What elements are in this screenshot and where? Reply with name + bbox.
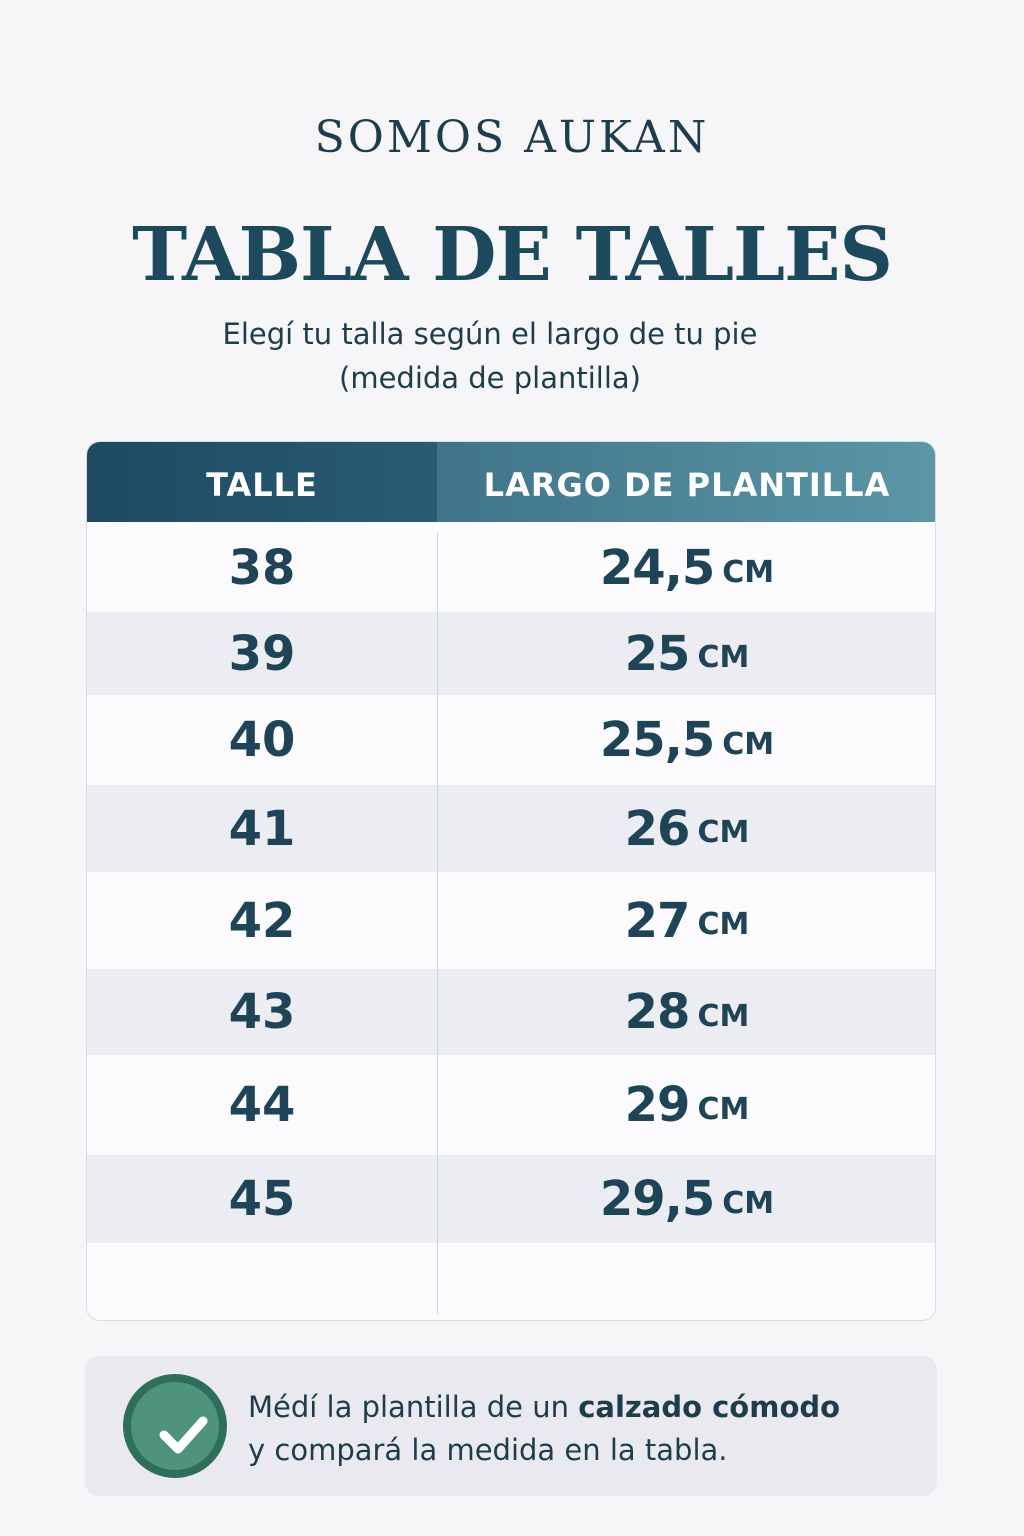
tip-text bbox=[248, 1386, 908, 1472]
largo-value: 28 bbox=[624, 984, 690, 1040]
page-subtitle bbox=[180, 312, 800, 400]
largo-unit: CM bbox=[722, 1185, 775, 1221]
cell-largo bbox=[437, 612, 936, 695]
table-row bbox=[87, 969, 936, 1055]
tip-text-bold: calzado cómodo bbox=[578, 1390, 841, 1424]
brand-name: SOMOS AUKAN bbox=[314, 112, 710, 163]
cell-largo bbox=[437, 524, 936, 612]
largo-unit: CM bbox=[697, 998, 750, 1034]
header-talle: TALLE bbox=[87, 442, 437, 522]
largo-value: 27 bbox=[624, 892, 690, 949]
largo-value: 25 bbox=[624, 625, 690, 682]
cell-talle: 41 bbox=[228, 800, 296, 857]
largo-value: 25,5 bbox=[599, 712, 715, 768]
cell-talle: 40 bbox=[228, 712, 296, 768]
cell-largo bbox=[437, 695, 936, 785]
subtitle-line-2: (medida de plantilla) bbox=[339, 361, 641, 395]
cell-largo bbox=[437, 785, 936, 872]
cell-talle: 38 bbox=[228, 540, 296, 596]
table-row bbox=[87, 1055, 936, 1155]
cell-largo bbox=[437, 1155, 936, 1243]
cell-largo bbox=[437, 969, 936, 1055]
cell-talle: 42 bbox=[228, 892, 296, 949]
largo-unit: CM bbox=[722, 726, 775, 762]
cell-largo bbox=[437, 872, 936, 969]
page-title: TABLA DE TALLES bbox=[132, 212, 892, 298]
subtitle-line-1: Elegí tu talla según el largo de tu pie bbox=[222, 317, 758, 351]
table-row bbox=[87, 785, 936, 872]
header-largo: LARGO DE PLANTILLA bbox=[437, 442, 936, 522]
tip-line-2: y compará la medida en la tabla. bbox=[248, 1433, 728, 1467]
table-row bbox=[87, 524, 936, 612]
largo-unit: CM bbox=[697, 1091, 750, 1127]
measure-tip bbox=[85, 1356, 937, 1496]
cell-talle: 43 bbox=[228, 984, 296, 1040]
largo-value: 29 bbox=[624, 1077, 690, 1133]
cell-largo bbox=[437, 1055, 936, 1155]
cell-talle: 44 bbox=[228, 1077, 296, 1133]
largo-value: 26 bbox=[624, 800, 690, 857]
table-row bbox=[87, 872, 936, 969]
largo-value: 29,5 bbox=[599, 1171, 715, 1227]
largo-unit: CM bbox=[697, 640, 750, 675]
largo-value: 24,5 bbox=[599, 540, 715, 596]
tip-line-1 bbox=[248, 1386, 908, 1429]
column-divider bbox=[437, 532, 438, 1314]
cell-talle: 45 bbox=[228, 1171, 296, 1227]
tip-text-regular: Médí la plantilla de un bbox=[248, 1390, 579, 1424]
table-header bbox=[87, 442, 936, 522]
largo-unit: CM bbox=[697, 815, 750, 850]
table-row bbox=[87, 695, 936, 785]
size-table bbox=[86, 441, 936, 1321]
table-row bbox=[87, 1155, 936, 1243]
table-row bbox=[87, 612, 936, 695]
largo-unit: CM bbox=[722, 554, 775, 590]
largo-unit: CM bbox=[697, 907, 750, 942]
cell-talle: 39 bbox=[228, 625, 296, 682]
check-circle-icon bbox=[123, 1374, 227, 1478]
